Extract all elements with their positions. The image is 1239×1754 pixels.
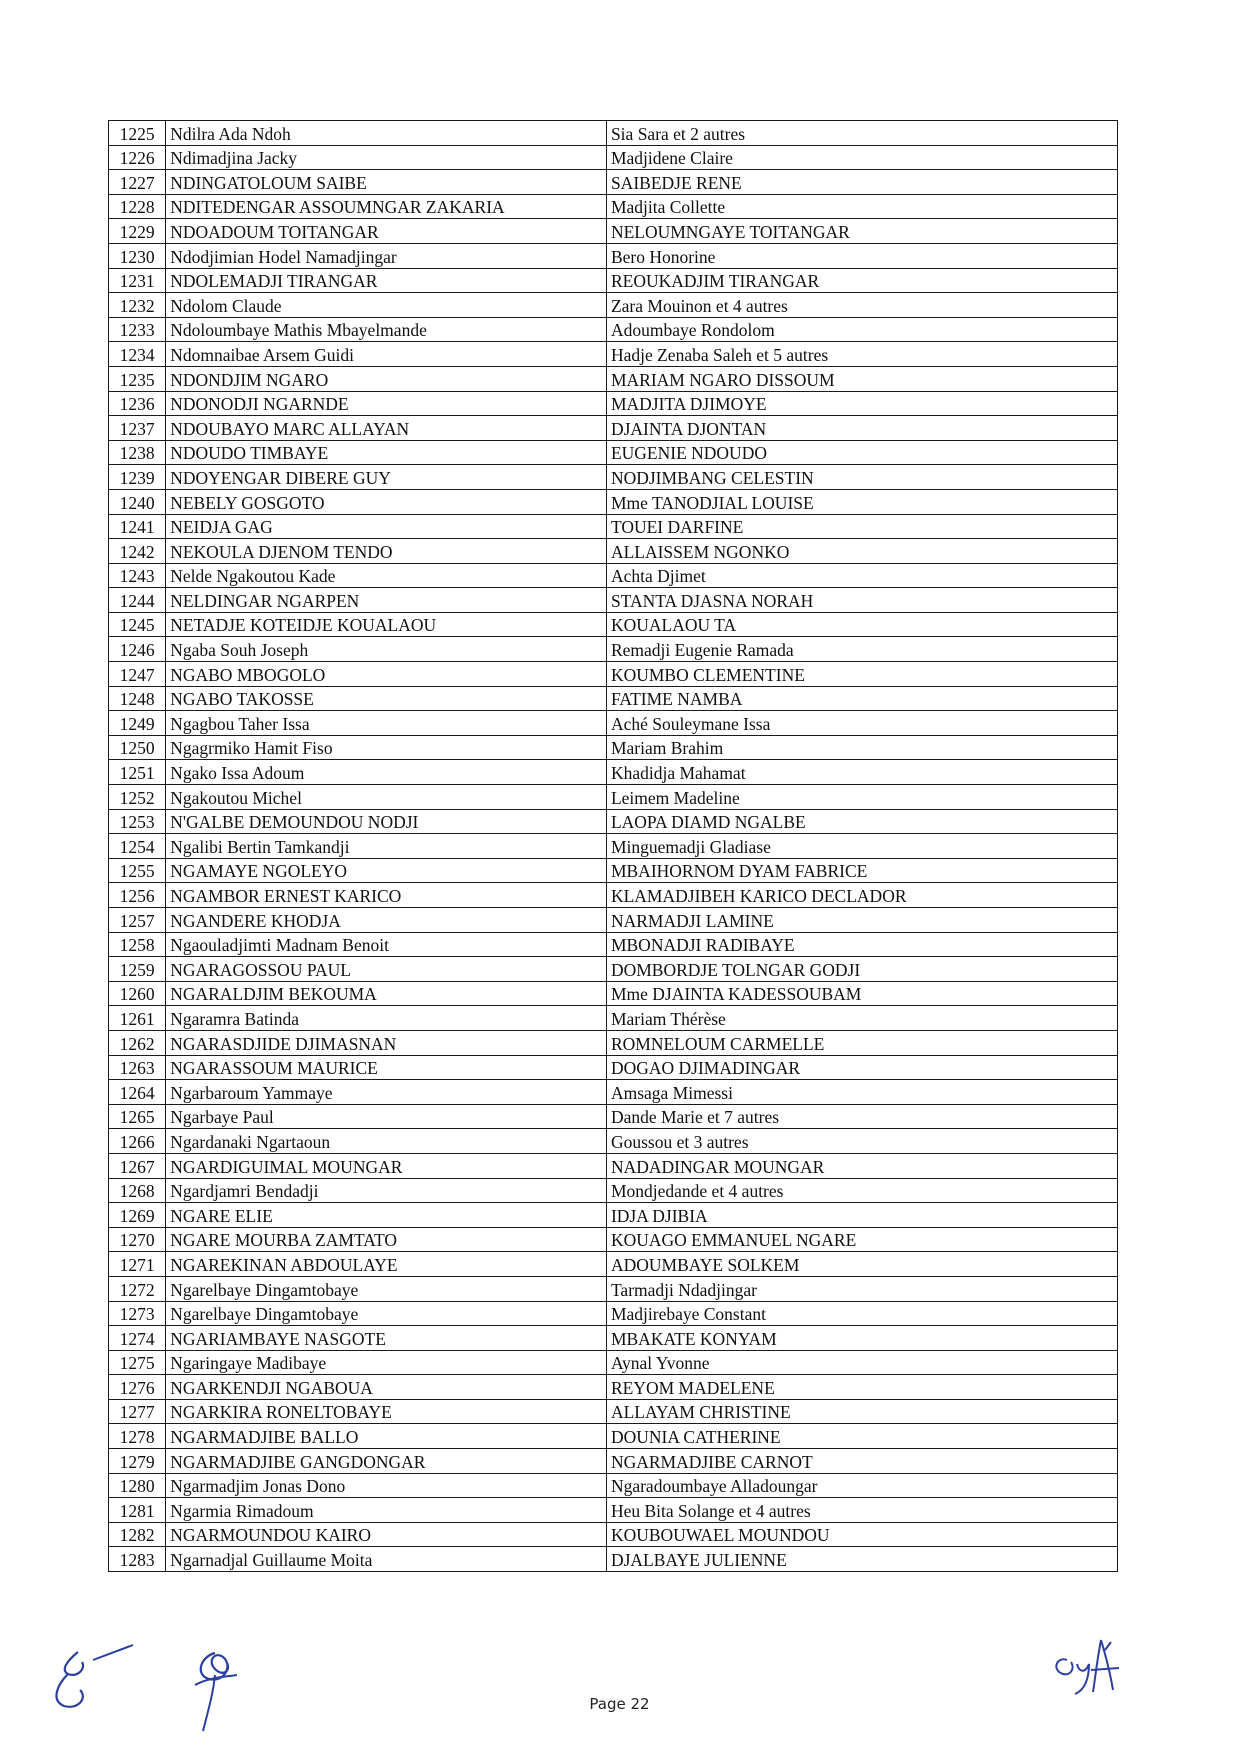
row-name: Ndodjimian Hodel Namadjingar (166, 243, 607, 268)
registry-table-body (109, 121, 1118, 1572)
table-row (109, 637, 1118, 662)
row-number: 1256 (109, 883, 166, 908)
row-related-person: Leimem Madeline (606, 785, 1117, 810)
row-number: 1231 (109, 268, 166, 293)
row-name: NETADJE KOTEIDJE KOUALAOU (166, 612, 607, 637)
table-row (109, 883, 1118, 908)
row-name: Ngarnadjal Guillaume Moita (166, 1547, 607, 1572)
row-name: Ngakoutou Michel (166, 785, 607, 810)
row-number: 1247 (109, 662, 166, 687)
row-related-person: Mariam Brahim (606, 735, 1117, 760)
row-name: Ngarelbaye Dingamtobaye (166, 1276, 607, 1301)
table-row (109, 809, 1118, 834)
row-related-person: Adoumbaye Rondolom (606, 317, 1117, 342)
row-name: Ngardjamri Bendadji (166, 1178, 607, 1203)
table-row (109, 1326, 1118, 1351)
row-name: Ngarbaroum Yammaye (166, 1080, 607, 1105)
row-name: NDOYENGAR DIBERE GUY (166, 465, 607, 490)
row-number: 1225 (109, 121, 166, 146)
row-number: 1261 (109, 1006, 166, 1031)
table-row (109, 1522, 1118, 1547)
row-name: NEIDJA GAG (166, 514, 607, 539)
row-name: Ngardanaki Ngartaoun (166, 1129, 607, 1154)
table-row (109, 489, 1118, 514)
row-name: Ngarmadjim Jonas Dono (166, 1473, 607, 1498)
row-related-person: Mme TANODJIAL LOUISE (606, 489, 1117, 514)
table-row (109, 342, 1118, 367)
row-related-person: MADJITA DJIMOYE (606, 391, 1117, 416)
table-row (109, 1276, 1118, 1301)
table-row (109, 317, 1118, 342)
row-number: 1281 (109, 1498, 166, 1523)
row-number: 1278 (109, 1424, 166, 1449)
row-related-person: Mariam Thérèse (606, 1006, 1117, 1031)
row-number: 1248 (109, 686, 166, 711)
row-name: Ngako Issa Adoum (166, 760, 607, 785)
row-related-person: Heu Bita Solange et 4 autres (606, 1498, 1117, 1523)
table-row (109, 1498, 1118, 1523)
table-row (109, 440, 1118, 465)
table-row (109, 219, 1118, 244)
row-related-person: REYOM MADELENE (606, 1375, 1117, 1400)
row-number: 1242 (109, 539, 166, 564)
row-related-person: Remadji Eugenie Ramada (606, 637, 1117, 662)
row-related-person: Tarmadji Ndadjingar (606, 1276, 1117, 1301)
row-name: NELDINGAR NGARPEN (166, 588, 607, 613)
table-row (109, 170, 1118, 195)
row-number: 1238 (109, 440, 166, 465)
row-name: Ngaramra Batinda (166, 1006, 607, 1031)
table-row (109, 391, 1118, 416)
table-row (109, 1375, 1118, 1400)
row-name: Ngaba Souh Joseph (166, 637, 607, 662)
row-related-person: Zara Mouinon et 4 autres (606, 293, 1117, 318)
row-related-person: NARMADJI LAMINE (606, 908, 1117, 933)
row-number: 1279 (109, 1449, 166, 1474)
row-name: Ndoloumbaye Mathis Mbayelmande (166, 317, 607, 342)
row-name: Ndilra Ada Ndoh (166, 121, 607, 146)
table-row (109, 1030, 1118, 1055)
row-related-person: DOUNIA CATHERINE (606, 1424, 1117, 1449)
row-number: 1265 (109, 1104, 166, 1129)
row-number: 1264 (109, 1080, 166, 1105)
table-row (109, 957, 1118, 982)
table-row (109, 465, 1118, 490)
table-row (109, 1350, 1118, 1375)
row-number: 1249 (109, 711, 166, 736)
row-number: 1268 (109, 1178, 166, 1203)
row-related-person: Aynal Yvonne (606, 1350, 1117, 1375)
row-related-person: MBAIHORNOM DYAM FABRICE (606, 858, 1117, 883)
row-number: 1232 (109, 293, 166, 318)
table-row (109, 1227, 1118, 1252)
page-number: Page 22 (589, 1695, 650, 1713)
row-name: NDOUBAYO MARC ALLAYAN (166, 416, 607, 441)
row-name: NGANDERE KHODJA (166, 908, 607, 933)
table-row (109, 366, 1118, 391)
table-row (109, 1424, 1118, 1449)
row-name: NDITEDENGAR ASSOUMNGAR ZAKARIA (166, 194, 607, 219)
row-number: 1237 (109, 416, 166, 441)
row-name: NGAREKINAN ABDOULAYE (166, 1252, 607, 1277)
table-row (109, 588, 1118, 613)
row-name: NGARE MOURBA ZAMTATO (166, 1227, 607, 1252)
row-related-person: EUGENIE NDOUDO (606, 440, 1117, 465)
row-related-person: Goussou et 3 autres (606, 1129, 1117, 1154)
row-number: 1257 (109, 908, 166, 933)
row-name: NGARIAMBAYE NASGOTE (166, 1326, 607, 1351)
row-related-person: NODJIMBANG CELESTIN (606, 465, 1117, 490)
row-number: 1235 (109, 366, 166, 391)
row-related-person: ALLAYAM CHRISTINE (606, 1399, 1117, 1424)
row-number: 1263 (109, 1055, 166, 1080)
table-row (109, 1104, 1118, 1129)
row-number: 1246 (109, 637, 166, 662)
row-number: 1244 (109, 588, 166, 613)
row-name: NGAMBOR ERNEST KARICO (166, 883, 607, 908)
row-name: NDOUDO TIMBAYE (166, 440, 607, 465)
row-number: 1272 (109, 1276, 166, 1301)
row-number: 1233 (109, 317, 166, 342)
row-number: 1226 (109, 145, 166, 170)
row-related-person: Dande Marie et 7 autres (606, 1104, 1117, 1129)
row-number: 1227 (109, 170, 166, 195)
row-number: 1271 (109, 1252, 166, 1277)
table-row (109, 858, 1118, 883)
row-number: 1276 (109, 1375, 166, 1400)
table-row (109, 1080, 1118, 1105)
table-row (109, 1301, 1118, 1326)
row-name: NGARKIRA RONELTOBAYE (166, 1399, 607, 1424)
row-number: 1254 (109, 834, 166, 859)
row-related-person: Hadje Zenaba Saleh et 5 autres (606, 342, 1117, 367)
row-related-person: LAOPA DIAMD NGALBE (606, 809, 1117, 834)
table-row (109, 1473, 1118, 1498)
row-name: NGARDIGUIMAL MOUNGAR (166, 1153, 607, 1178)
table-row (109, 194, 1118, 219)
row-number: 1250 (109, 735, 166, 760)
row-name: Ngaringaye Madibaye (166, 1350, 607, 1375)
row-related-person: ADOUMBAYE SOLKEM (606, 1252, 1117, 1277)
table-row (109, 145, 1118, 170)
table-row (109, 1178, 1118, 1203)
row-number: 1241 (109, 514, 166, 539)
row-name: NGAMAYE NGOLEYO (166, 858, 607, 883)
table-row (109, 1153, 1118, 1178)
table-row (109, 293, 1118, 318)
row-number: 1245 (109, 612, 166, 637)
row-related-person: DOMBORDJE TOLNGAR GODJI (606, 957, 1117, 982)
row-number: 1277 (109, 1399, 166, 1424)
registry-table (108, 120, 1118, 1572)
row-name: NGABO MBOGOLO (166, 662, 607, 687)
table-row (109, 908, 1118, 933)
row-related-person: Mme DJAINTA KADESSOUBAM (606, 981, 1117, 1006)
row-name: Ngagbou Taher Issa (166, 711, 607, 736)
table-row (109, 268, 1118, 293)
row-name: NEKOULA DJENOM TENDO (166, 539, 607, 564)
row-number: 1253 (109, 809, 166, 834)
row-related-person: NGARMADJIBE CARNOT (606, 1449, 1117, 1474)
row-name: Ndomnaibae Arsem Guidi (166, 342, 607, 367)
row-related-person: KLAMADJIBEH KARICO DECLADOR (606, 883, 1117, 908)
row-related-person: NADADINGAR MOUNGAR (606, 1153, 1117, 1178)
table-row (109, 1129, 1118, 1154)
row-related-person: MARIAM NGARO DISSOUM (606, 366, 1117, 391)
row-related-person: Amsaga Mimessi (606, 1080, 1117, 1105)
table-row (109, 243, 1118, 268)
row-related-person: Madjita Collette (606, 194, 1117, 219)
table-row (109, 785, 1118, 810)
row-name: NDINGATOLOUM SAIBE (166, 170, 607, 195)
table-row (109, 563, 1118, 588)
table-row (109, 686, 1118, 711)
row-related-person: Madjidene Claire (606, 145, 1117, 170)
row-name: NGARKENDJI NGABOUA (166, 1375, 607, 1400)
table-row (109, 1547, 1118, 1572)
row-related-person: DJAINTA DJONTAN (606, 416, 1117, 441)
row-number: 1262 (109, 1030, 166, 1055)
row-related-person: Ngaradoumbaye Alladoungar (606, 1473, 1117, 1498)
row-number: 1273 (109, 1301, 166, 1326)
table-row (109, 539, 1118, 564)
table-row (109, 1449, 1118, 1474)
row-related-person: ROMNELOUM CARMELLE (606, 1030, 1117, 1055)
row-name: NGARE ELIE (166, 1203, 607, 1228)
row-name: Ngarelbaye Dingamtobaye (166, 1301, 607, 1326)
row-related-person: KOUALAOU TA (606, 612, 1117, 637)
row-name: Ngarbaye Paul (166, 1104, 607, 1129)
table-row (109, 834, 1118, 859)
row-related-person: ALLAISSEM NGONKO (606, 539, 1117, 564)
row-name: Ndolom Claude (166, 293, 607, 318)
row-number: 1229 (109, 219, 166, 244)
row-related-person: Aché Souleymane Issa (606, 711, 1117, 736)
row-number: 1243 (109, 563, 166, 588)
row-number: 1239 (109, 465, 166, 490)
row-number: 1283 (109, 1547, 166, 1572)
row-number: 1258 (109, 932, 166, 957)
row-number: 1228 (109, 194, 166, 219)
row-related-person: Bero Honorine (606, 243, 1117, 268)
row-number: 1267 (109, 1153, 166, 1178)
row-name: Ngarmia Rimadoum (166, 1498, 607, 1523)
row-name: NGARASDJIDE DJIMASNAN (166, 1030, 607, 1055)
row-name: N'GALBE DEMOUNDOU NODJI (166, 809, 607, 834)
row-name: NGARAGOSSOU PAUL (166, 957, 607, 982)
row-number: 1252 (109, 785, 166, 810)
row-related-person: FATIME NAMBA (606, 686, 1117, 711)
table-row (109, 1252, 1118, 1277)
row-number: 1260 (109, 981, 166, 1006)
row-related-person: TOUEI DARFINE (606, 514, 1117, 539)
row-name: NDONODJI NGARNDE (166, 391, 607, 416)
signature-right-icon (1045, 1630, 1165, 1700)
row-related-person: STANTA DJASNA NORAH (606, 588, 1117, 613)
table-row (109, 932, 1118, 957)
row-name: Ngalibi Bertin Tamkandji (166, 834, 607, 859)
table-row (109, 1006, 1118, 1031)
row-related-person: Mondjedande et 4 autres (606, 1178, 1117, 1203)
row-number: 1251 (109, 760, 166, 785)
row-number: 1255 (109, 858, 166, 883)
table-row (109, 612, 1118, 637)
row-number: 1234 (109, 342, 166, 367)
row-related-person: MBONADJI RADIBAYE (606, 932, 1117, 957)
row-related-person: Minguemadji Gladiase (606, 834, 1117, 859)
row-related-person: KOUAGO EMMANUEL NGARE (606, 1227, 1117, 1252)
table-row (109, 735, 1118, 760)
table-row (109, 760, 1118, 785)
row-related-person: REOUKADJIM TIRANGAR (606, 268, 1117, 293)
row-number: 1275 (109, 1350, 166, 1375)
row-name: NEBELY GOSGOTO (166, 489, 607, 514)
table-row (109, 1055, 1118, 1080)
row-number: 1240 (109, 489, 166, 514)
row-number: 1280 (109, 1473, 166, 1498)
table-row (109, 711, 1118, 736)
row-related-person: IDJA DJIBIA (606, 1203, 1117, 1228)
row-related-person: KOUBOUWAEL MOUNDOU (606, 1522, 1117, 1547)
row-number: 1270 (109, 1227, 166, 1252)
row-name: Ngaouladjimti Madnam Benoit (166, 932, 607, 957)
row-name: NGARALDJIM BEKOUMA (166, 981, 607, 1006)
row-related-person: KOUMBO CLEMENTINE (606, 662, 1117, 687)
row-number: 1259 (109, 957, 166, 982)
row-name: NGARMOUNDOU KAIRO (166, 1522, 607, 1547)
table-row (109, 1399, 1118, 1424)
row-related-person: MBAKATE KONYAM (606, 1326, 1117, 1351)
row-number: 1269 (109, 1203, 166, 1228)
table-row (109, 662, 1118, 687)
row-number: 1230 (109, 243, 166, 268)
row-name: Ngagrmiko Hamit Fiso (166, 735, 607, 760)
row-related-person: DJALBAYE JULIENNE (606, 1547, 1117, 1572)
row-related-person: NELOUMNGAYE TOITANGAR (606, 219, 1117, 244)
row-number: 1274 (109, 1326, 166, 1351)
row-name: NGABO TAKOSSE (166, 686, 607, 711)
row-number: 1266 (109, 1129, 166, 1154)
row-name: NGARASSOUM MAURICE (166, 1055, 607, 1080)
row-related-person: Khadidja Mahamat (606, 760, 1117, 785)
table-row (109, 514, 1118, 539)
row-name: NGARMADJIBE BALLO (166, 1424, 607, 1449)
row-name: Nelde Ngakoutou Kade (166, 563, 607, 588)
table-row (109, 1203, 1118, 1228)
row-name: NGARMADJIBE GANGDONGAR (166, 1449, 607, 1474)
table-row (109, 121, 1118, 146)
row-number: 1282 (109, 1522, 166, 1547)
table-row (109, 416, 1118, 441)
row-number: 1236 (109, 391, 166, 416)
row-name: NDONDJIM NGARO (166, 366, 607, 391)
row-name: NDOLEMADJI TIRANGAR (166, 268, 607, 293)
table-row (109, 981, 1118, 1006)
row-name: Ndimadjina Jacky (166, 145, 607, 170)
row-related-person: Sia Sara et 2 autres (606, 121, 1117, 146)
row-related-person: SAIBEDJE RENE (606, 170, 1117, 195)
signature-middle-icon (185, 1645, 265, 1735)
row-related-person: DOGAO DJIMADINGAR (606, 1055, 1117, 1080)
row-related-person: Achta Djimet (606, 563, 1117, 588)
row-name: NDOADOUM TOITANGAR (166, 219, 607, 244)
row-related-person: Madjirebaye Constant (606, 1301, 1117, 1326)
